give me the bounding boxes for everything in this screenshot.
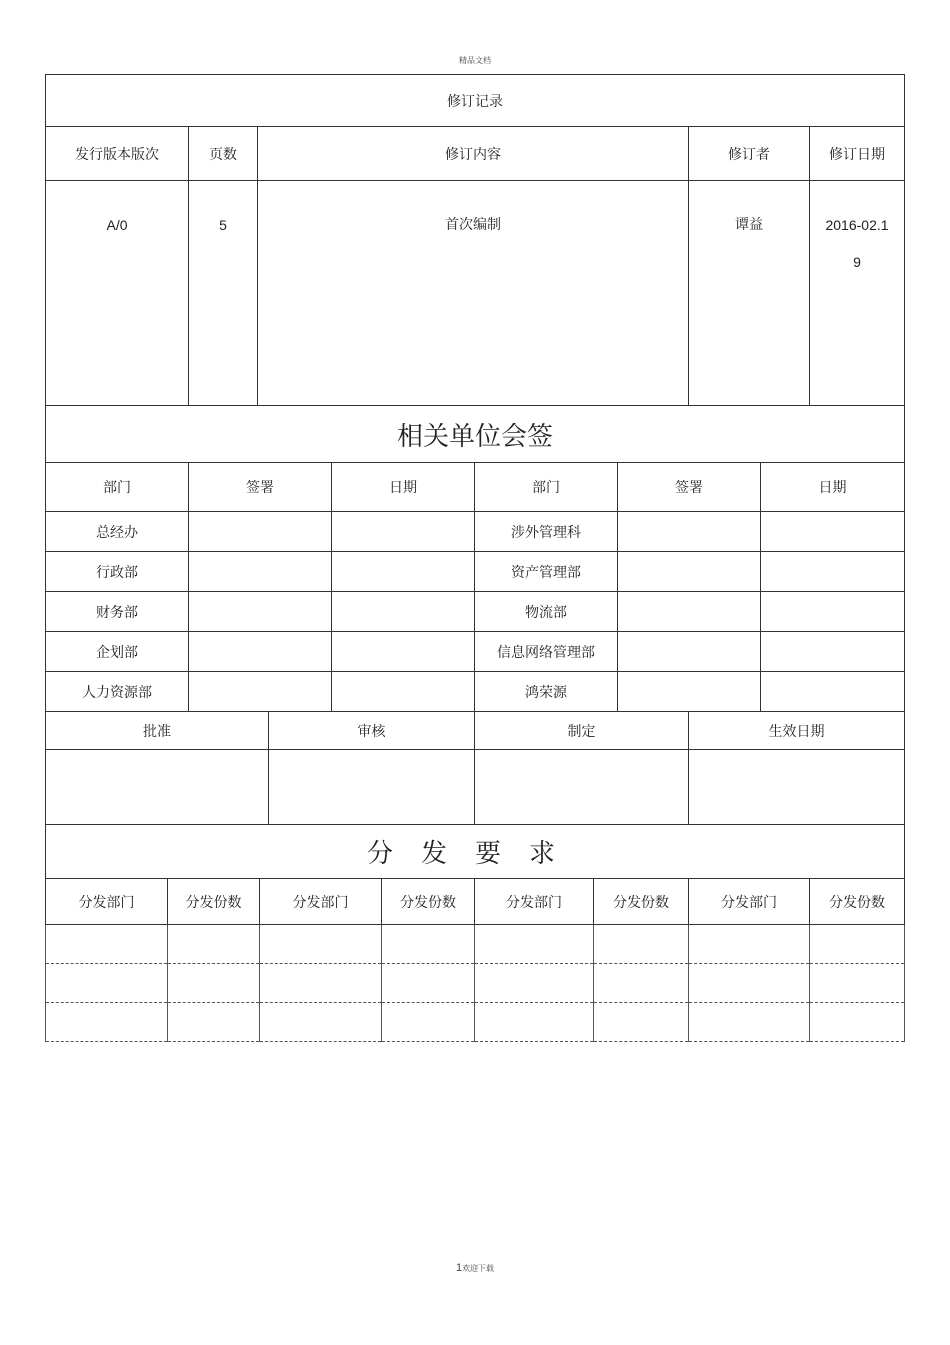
dist-cell[interactable] [168,1003,260,1042]
dist-cell[interactable] [594,1003,689,1042]
date-cell[interactable] [761,632,905,672]
dist-cell[interactable] [689,1003,810,1042]
dist-cell[interactable] [475,964,594,1003]
signature-cell[interactable] [189,552,332,592]
dist-cell[interactable] [382,925,475,964]
table-row [46,672,905,712]
dept-label: 物流部 [475,592,618,632]
date-cell[interactable] [332,512,475,552]
header-date: 修订日期 [810,127,905,181]
dept-label: 信息网络管理部 [475,632,618,672]
dist-cell[interactable] [475,925,594,964]
dist-cell[interactable] [689,964,810,1003]
dept-label: 总经办 [46,512,189,552]
header-sign: 签署 [189,463,332,512]
signature-cell[interactable] [189,512,332,552]
signature-cell[interactable] [618,592,761,632]
cell-date [810,181,905,406]
signature-cell[interactable] [618,552,761,592]
header-sign-date: 日期 [761,463,905,512]
header-dept: 部门 [46,463,189,512]
distribution-title: 分发要求 [46,825,905,879]
dist-cell[interactable] [260,925,382,964]
date-cell[interactable] [332,632,475,672]
document-sheet [45,74,904,1042]
table-row [46,592,905,632]
footer-text: 欢迎下载 [462,1264,495,1273]
approve-cell[interactable] [46,750,269,825]
header-version: 发行版本版次 [46,127,189,181]
dist-cell[interactable] [382,1003,475,1042]
date-cell[interactable] [761,552,905,592]
review-cell[interactable] [269,750,475,825]
cell-version: A/0 [46,181,189,406]
date-line-2: 9 [853,254,861,270]
dept-label: 人力资源部 [46,672,189,712]
revision-table [45,74,905,406]
header-effective-date: 生效日期 [689,712,905,750]
date-cell[interactable] [332,672,475,712]
header-dist-copies: 分发份数 [382,879,475,925]
table-row [46,512,905,552]
dist-cell[interactable] [382,964,475,1003]
header-note: 精品文档 [459,56,491,65]
header-sign: 签署 [618,463,761,512]
dept-label: 鸿荣源 [475,672,618,712]
header-dist-copies: 分发份数 [168,879,260,925]
date-cell[interactable] [761,512,905,552]
header-reviser: 修订者 [689,127,810,181]
dist-cell[interactable] [810,1003,905,1042]
header-approve: 批准 [46,712,269,750]
dist-cell[interactable] [46,964,168,1003]
page-number: 1 [455,1262,463,1274]
header-pages: 页数 [189,127,258,181]
signature-cell[interactable] [189,632,332,672]
dept-label: 财务部 [46,592,189,632]
footer-note [0,1262,950,1274]
date-cell[interactable] [761,592,905,632]
dist-cell[interactable] [46,1003,168,1042]
header-review: 审核 [269,712,475,750]
header-dist-dept: 分发部门 [46,879,168,925]
header-draft: 制定 [475,712,689,750]
draft-cell[interactable] [475,750,689,825]
header-dist-copies: 分发份数 [594,879,689,925]
table-row [46,1003,905,1042]
dept-label: 涉外管理科 [475,512,618,552]
header-dist-dept: 分发部门 [689,879,810,925]
header-dist-copies: 分发份数 [810,879,905,925]
signature-cell[interactable] [618,512,761,552]
revision-title: 修订记录 [46,75,905,127]
countersign-title: 相关单位会签 [46,406,905,463]
approval-table [45,711,905,825]
dept-label: 企划部 [46,632,189,672]
date-line-1: 2016-02.1 [825,217,889,233]
cell-reviser: 谭益 [689,181,810,406]
signature-cell[interactable] [189,672,332,712]
header-sign-date: 日期 [332,463,475,512]
signature-cell[interactable] [618,632,761,672]
header-content: 修订内容 [258,127,689,181]
table-row [46,964,905,1003]
header-dept: 部门 [475,463,618,512]
signature-cell[interactable] [189,592,332,632]
header-dist-dept: 分发部门 [260,879,382,925]
cell-content: 首次编制 [258,181,689,406]
cell-pages: 5 [189,181,258,406]
date-cell[interactable] [761,672,905,712]
dist-cell[interactable] [594,925,689,964]
dist-cell[interactable] [260,964,382,1003]
dist-cell[interactable] [168,964,260,1003]
countersign-table [45,405,905,712]
dist-cell[interactable] [594,964,689,1003]
dept-label: 行政部 [46,552,189,592]
dist-cell[interactable] [689,925,810,964]
table-row [46,552,905,592]
dist-cell[interactable] [810,925,905,964]
dist-cell[interactable] [475,1003,594,1042]
dept-label: 资产管理部 [475,552,618,592]
effective-date-cell[interactable] [689,750,905,825]
table-row [46,925,905,964]
dist-cell[interactable] [46,925,168,964]
date-cell[interactable] [332,592,475,632]
signature-cell[interactable] [618,672,761,712]
dist-cell[interactable] [168,925,260,964]
date-cell[interactable] [332,552,475,592]
dist-cell[interactable] [810,964,905,1003]
table-row [46,632,905,672]
distribution-table [45,824,905,1042]
dist-cell[interactable] [260,1003,382,1042]
header-dist-dept: 分发部门 [475,879,594,925]
